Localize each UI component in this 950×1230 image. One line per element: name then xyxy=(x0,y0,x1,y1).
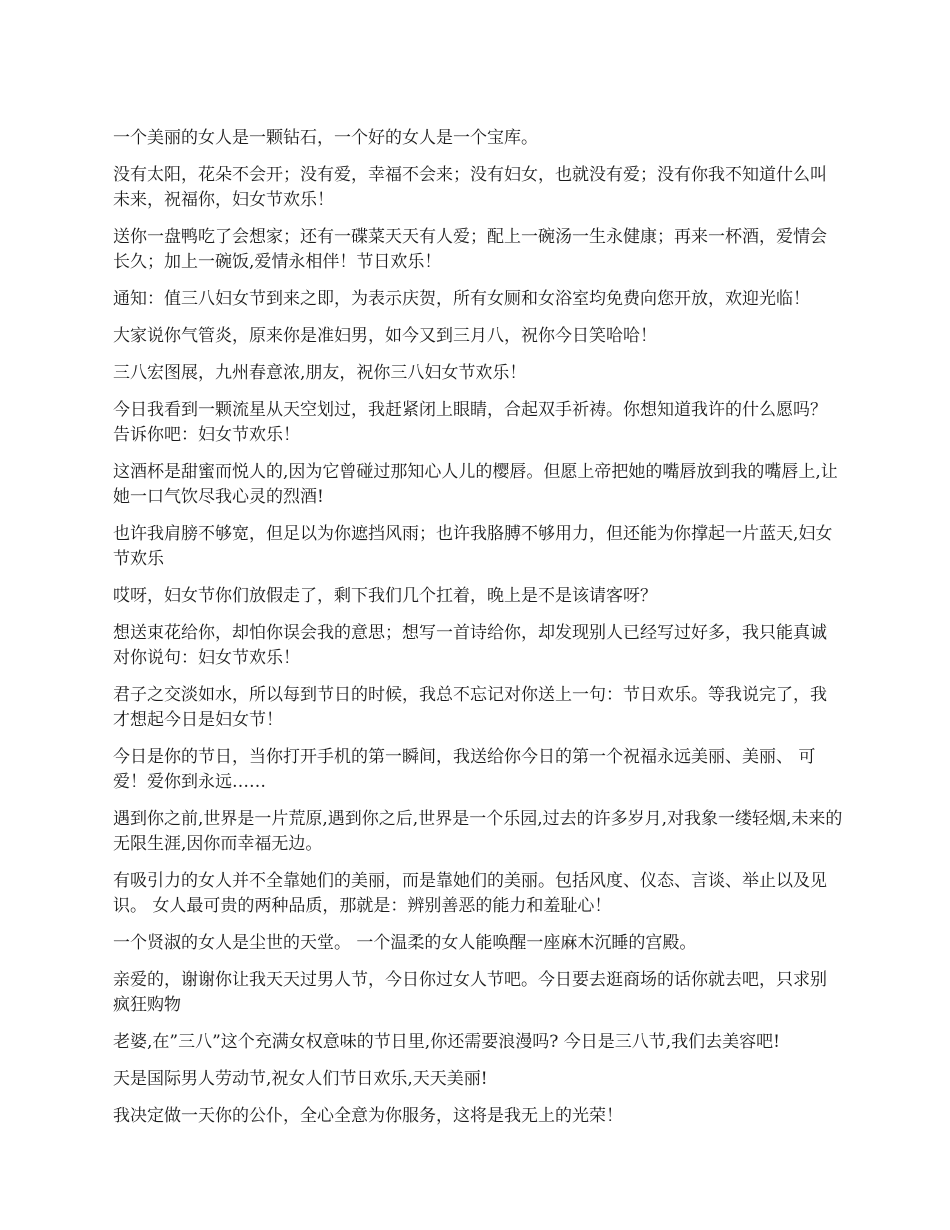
paragraph: 我决定做一天你的公仆，全心全意为你服务，这将是我无上的光荣！ xyxy=(113,1106,623,1126)
paragraph: 没有太阳，花朵不会开；没有爱，幸福不会来；没有妇女，也就没有爱；没有你我不知道什么叫未来，祝福你，妇女节欢乐！ xyxy=(113,165,827,210)
paragraph: 哎呀，妇女节你们放假走了，剩下我们几个扛着，晚上是不是该请客呀？ xyxy=(113,586,657,606)
paragraph: 遇到你之前,世界是一片荒原,遇到你之后,世界是一个乐园,过去的许多岁月,对我象一缕轻烟,未来的无限生涯,因你而幸福无边。 xyxy=(113,809,843,854)
document-body xyxy=(113,126,843,1141)
paragraph: 老婆,在”三八”这个充满女权意味的节日里,你还需要浪漫吗? 今日是三八节,我们去美容吧! xyxy=(113,1032,780,1052)
paragraph: 这酒杯是甜蜜而悦人的,因为它曾碰过那知心人儿的樱唇。但愿上帝把她的嘴唇放到我的嘴唇上,让她一口气饮尽我心灵的烈酒! xyxy=(113,462,838,507)
paragraph: 大家说你气管炎，原来你是准妇男，如今又到三月八，祝你今日笑哈哈！ xyxy=(113,326,657,346)
paragraph: 君子之交淡如水，所以每到节日的时候，我总不忘记对你送上一句：节日欢乐。等我说完了，我才想起今日是妇女节！ xyxy=(113,685,827,730)
paragraph: 今日我看到一颗流星从天空划过，我赶紧闭上眼睛，合起双手祈祷。你想知道我许的什么愿吗？告诉你吧：妇女节欢乐！ xyxy=(113,400,827,445)
paragraph: 亲爱的，谢谢你让我天天过男人节，今日你过女人节吧。今日要去逛商场的话你就去吧，只求别疯狂购物 xyxy=(113,970,827,1015)
paragraph: 有吸引力的女人并不全靠她们的美丽，而是靠她们的美丽。包括风度、仪态、言谈、举止以及见识。 女人最可贵的两种品质，那就是：辨别善恶的能力和羞耻心！ xyxy=(113,871,827,916)
paragraph: 天是国际男人劳动节,祝女人们节日欢乐,天天美丽! xyxy=(113,1069,488,1089)
paragraph: 一个美丽的女人是一颗钻石，一个好的女人是一个宝库。 xyxy=(113,128,538,148)
paragraph: 今日是你的节日，当你打开手机的第一瞬间，我送给你今日的第一个祝福永远美丽、美丽、 可爱！爱你到永远…… xyxy=(113,747,816,792)
paragraph: 想送束花给你，却怕你误会我的意思；想写一首诗给你，却发现别人已经写过好多，我只能真诚对你说句：妇女节欢乐！ xyxy=(113,623,827,668)
paragraph: 一个贤淑的女人是尘世的天堂。 一个温柔的女人能唤醒一座麻木沉睡的宫殿。 xyxy=(113,933,697,953)
paragraph: 三八宏图展，九州春意浓,朋友，祝你三八妇女节欢乐！ xyxy=(113,363,527,383)
paragraph: 送你一盘鸭吃了会想家；还有一碟菜天天有人爱；配上一碗汤一生永健康；再来一杯酒，爱情会长久；加上一碗饭,爱情永相伴！节日欢乐！ xyxy=(113,227,827,272)
paragraph: 通知：值三八妇女节到来之即，为表示庆贺，所有女厕和女浴室均免费向您开放，欢迎光临！ xyxy=(113,289,810,309)
paragraph: 也许我肩膀不够宽，但足以为你遮挡风雨；也许我胳膊不够用力，但还能为你撑起一片蓝天,妇女节欢乐 xyxy=(113,524,833,569)
